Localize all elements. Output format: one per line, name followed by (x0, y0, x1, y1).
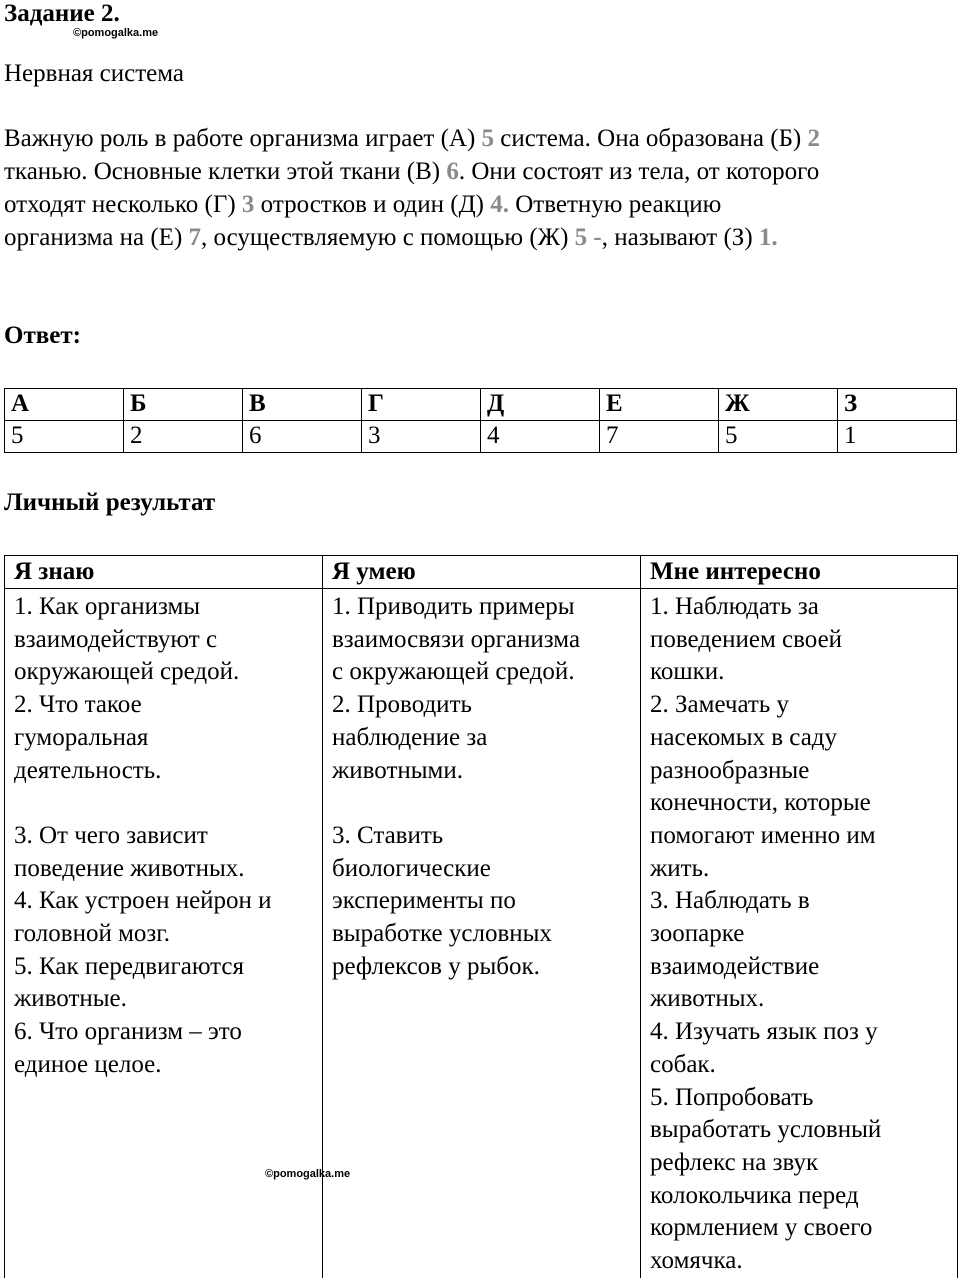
answer-value-cell: 2 (124, 421, 243, 453)
answer-value-cell: 3 (362, 421, 481, 453)
list-item-line: насекомых в саду (650, 723, 838, 751)
results-column-header: Я умею (323, 556, 641, 589)
answer-letter-cell: А (5, 389, 124, 421)
answer-letter-cell: Д (481, 389, 600, 421)
list-item-line: 2. Замечать у (650, 691, 790, 719)
answer-letter-cell: Ж (719, 389, 838, 421)
results-column-header: Я знаю (5, 556, 323, 589)
list-item-line: деятельность. (14, 756, 162, 784)
list-item (14, 689, 318, 787)
list-item-line: 2. Проводить (332, 691, 472, 719)
list-item (332, 820, 636, 984)
personal-result-table (4, 555, 958, 1278)
list-item-line: 2. Что такое (14, 691, 142, 719)
answer-letter-cell: Г (362, 389, 481, 421)
answer-value-cell: 1 (838, 421, 957, 453)
paragraph-line (4, 155, 954, 188)
list-item-line: выработать условный (650, 1116, 882, 1144)
list-item-line: гуморальная (14, 723, 149, 751)
list-item-line: единое целое. (14, 1050, 162, 1078)
list-item (332, 787, 636, 820)
list-item-line: наблюдение за (332, 723, 488, 751)
paragraph-text: отростков и один (Д) (254, 191, 491, 218)
list-item-line: биологические (332, 854, 491, 882)
results-column-cell (641, 589, 958, 1278)
list-item (650, 1016, 953, 1081)
results-column-cell (323, 589, 641, 1278)
list-item-line: 3. От чего зависит (14, 821, 208, 849)
list-item (332, 689, 636, 787)
list-item-line: 5. Попробовать (650, 1083, 814, 1111)
list-item-line: взаимодействие (650, 952, 820, 980)
watermark-bottom: ©pomogalka.me (265, 1168, 351, 1180)
list-item (14, 591, 318, 689)
list-item-line: зоопарке (650, 920, 745, 948)
list-item-line: 1. Приводить примеры (332, 593, 575, 620)
answer-number: 6 (446, 158, 459, 185)
answer-number: 5 (481, 125, 495, 152)
task-paragraph (4, 122, 954, 254)
list-item (14, 951, 318, 1016)
list-item-line (332, 787, 636, 820)
answer-value-cell: 7 (600, 421, 719, 453)
list-item-line: разнообразные (650, 756, 810, 784)
answer-table (4, 388, 957, 453)
list-item-line: 4. Как устроен нейрон и (14, 887, 272, 915)
list-item-line: с окружающей средой. (332, 658, 575, 686)
topic-subtitle: Нервная система (4, 60, 185, 87)
list-item-line: 5. Как передвигаются (14, 952, 245, 980)
list-item-line: кормлением у своего (650, 1214, 873, 1242)
answer-number: 7 (188, 224, 202, 251)
list-item-line: животными. (332, 756, 464, 784)
list-item-line: поведением своей (650, 625, 843, 653)
paragraph-text: организма на (Е) (4, 224, 189, 251)
paragraph-text: тканью. Основные клетки этой ткани (В) (4, 158, 447, 185)
list-item-line: рефлекс на звук (650, 1148, 819, 1176)
list-item (650, 885, 953, 1016)
answer-value-cell: 6 (243, 421, 362, 453)
list-item (332, 591, 636, 689)
answer-letter-cell: З (838, 389, 957, 421)
list-item-line: кошки. (650, 658, 725, 686)
watermark-top: ©pomogalka.me (73, 27, 159, 39)
answer-table-header-row (5, 389, 957, 421)
paragraph-line (4, 188, 954, 221)
list-item-line (14, 787, 318, 820)
list-item-line: животные. (14, 985, 127, 1013)
list-item-line: взаимодействуют с (14, 625, 218, 653)
paragraph-line (4, 122, 954, 155)
list-item-line: 1. Наблюдать за (650, 593, 819, 620)
answer-number: 5 - (574, 224, 602, 251)
list-item (650, 689, 953, 885)
list-item-line: 1. Как организмы (14, 593, 201, 620)
list-item-line: 4. Изучать язык поз у (650, 1018, 878, 1046)
paragraph-text: . Они состоят из тела, от которого (458, 158, 820, 185)
list-item-line: выработке условных (332, 920, 552, 948)
answer-table-values-row (5, 421, 957, 453)
results-column-header: Мне интересно (641, 556, 958, 589)
results-header-row (5, 556, 958, 589)
answer-letter-cell: В (243, 389, 362, 421)
list-item-line: поведение животных. (14, 854, 245, 882)
list-item-line: хомячка. (650, 1247, 743, 1275)
paragraph-text: , осуществляемую с помощью (Ж) (201, 224, 575, 251)
list-item (650, 591, 953, 689)
answer-number: 3 (241, 191, 255, 218)
answer-value-cell: 5 (719, 421, 838, 453)
list-item-line: животных. (650, 985, 765, 1013)
personal-result-heading: Личный результат (4, 489, 216, 516)
list-item-line: 3. Ставить (332, 821, 444, 849)
paragraph-text: Важную роль в работе организма играет (А) (4, 125, 482, 152)
list-item-line: конечности, которые (650, 789, 871, 817)
answer-value-cell: 5 (5, 421, 124, 453)
list-item-line: колокольчика перед (650, 1181, 859, 1209)
list-item-line: эксперименты по (332, 887, 516, 915)
paragraph-text: Ответную реакцию (509, 191, 722, 218)
list-item-line: головной мозг. (14, 920, 170, 948)
list-item-line: жить. (650, 854, 710, 882)
answer-letter-cell: Б (124, 389, 243, 421)
list-item (14, 1016, 318, 1081)
list-item-line: окружающей средой. (14, 658, 240, 686)
list-item (650, 1082, 953, 1278)
task-title: Задание 2. (4, 0, 120, 27)
list-item (14, 787, 318, 820)
answer-value-cell: 4 (481, 421, 600, 453)
answer-number: 4. (490, 191, 509, 218)
list-item-line: 3. Наблюдать в (650, 887, 810, 915)
list-item-line: взаимосвязи организма (332, 625, 581, 653)
answer-number: 2 (807, 125, 821, 152)
list-item-line: рефлексов у рыбок. (332, 952, 540, 980)
paragraph-line (4, 221, 954, 254)
paragraph-text: отходят несколько (Г) (4, 191, 242, 218)
paragraph-text: система. Она образована (Б) (494, 125, 808, 152)
answer-number: 1. (758, 224, 778, 251)
list-item-line: помогают именно им (650, 821, 876, 849)
results-body-row (5, 589, 958, 1278)
answer-letter-cell: Е (600, 389, 719, 421)
list-item (14, 885, 318, 950)
answer-heading: Ответ: (4, 322, 81, 349)
list-item (14, 820, 318, 885)
list-item-line: 6. Что организм – это (14, 1018, 242, 1046)
paragraph-text: , называют (З) (601, 224, 759, 251)
list-item-line: собак. (650, 1050, 716, 1078)
